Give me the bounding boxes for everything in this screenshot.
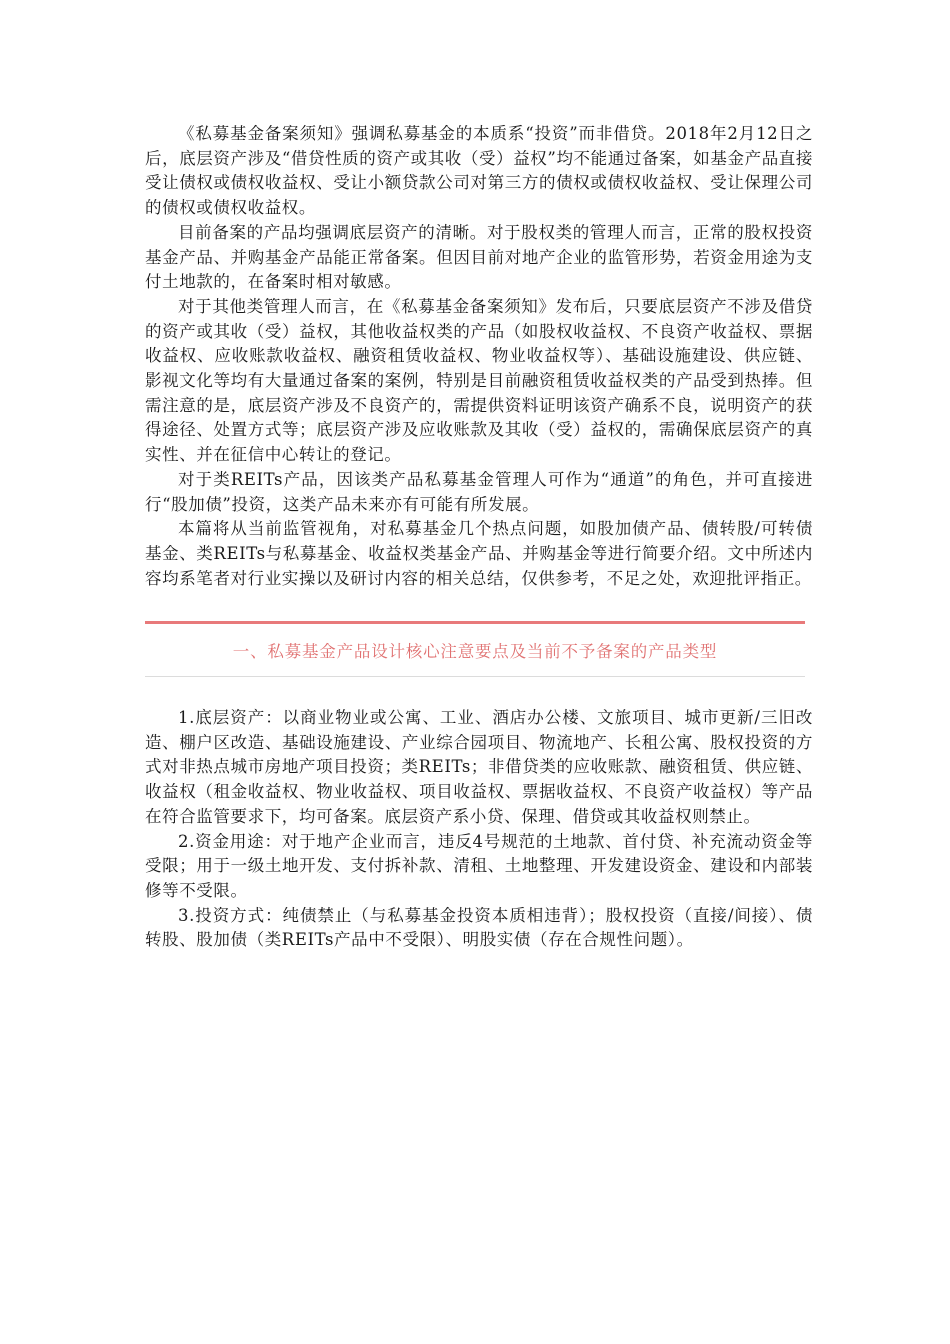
intro-paragraph-2: 目前备案的产品均强调底层资产的清晰。对于股权类的管理人而言，正常的股权投资基金产品、并购基金产品能正常备案。但因目前对地产企业的监管形势，若资金用途为支付土地款的，在备案时相对敏感。 [145, 222, 813, 292]
section-body [145, 706, 813, 953]
section-divider [145, 621, 805, 624]
intro-paragraph-3: 对于其他类管理人而言，在《私募基金备案须知》发布后，只要底层资产不涉及借贷的资产或其收（受）益权，其他收益权类的产品（如股权收益权、不良资产收益权、票据收益权、应收账款收益权、融资租赁收益权、物业收益权等）、基础设施建设、供应链、影视文化等均有大量通过备案的案例，特别是目前融资租赁收益权类的产品受到热捧。但需注意的是，底层资产涉及不良资产的，需提供资料证明该资产确系不良，说明资产的获得途径、处置方式等；底层资产涉及应收账款及其收（受）益权的，需确保底层资产的真实性、并在征信中心转让的登记。 [145, 296, 813, 465]
section-item-3: 3.投资方式：纯债禁止（与私募基金投资本质相违背）；股权投资（直接/间接）、债转股、股加债（类REITs产品中不受限）、明股实债（存在合规性问题）。 [145, 905, 813, 950]
section-heading: 一、私募基金产品设计核心注意要点及当前不予备案的产品类型 [232, 642, 718, 661]
intro-section [145, 122, 813, 591]
section-item-2: 2.资金用途：对于地产企业而言，违反4号规范的土地款、首付贷、补充流动资金等受限；用于一级土地开发、支付拆补款、清租、土地整理、开发建设资金、建设和内部装修等不受限。 [145, 831, 813, 900]
intro-paragraph-4: 对于类REITs产品，因该类产品私募基金管理人可作为“通道”的角色，并可直接进行“股加债”投资，这类产品未来亦有可能有所发展。 [145, 469, 813, 514]
section-item-1: 1.底层资产：以商业物业或公寓、工业、酒店办公楼、文旅项目、城市更新/三旧改造、棚户区改造、基础设施建设、产业综合园项目、物流地产、长租公寓、股权投资的方式对非热点城市房地产项目投资；类REITs；非借贷类的应收账款、融资租赁、供应链、收益权（租金收益权、物业收益权、项目收益权、票据收益权、不良资产收益权）等产品在符合监管要求下，均可备案。底层资产系小贷、保理、借贷或其收益权则禁止。 [145, 708, 813, 826]
section-heading-underline [145, 676, 805, 677]
intro-paragraph-5: 本篇将从当前监管视角，对私募基金几个热点问题，如股加债产品、债转股/可转债基金、类REITs与私募基金、收益权类基金产品、并购基金等进行简要介绍。文中所述内容均系笔者对行业实操以及研讨内容的相关总结，仅供参考，不足之处，欢迎批评指正。 [145, 519, 813, 588]
intro-paragraph-1: 《私募基金备案须知》强调私募基金的本质系“投资”而非借贷。2018年2月12日之后，底层资产涉及“借贷性质的资产或其收（受）益权”均不能通过备案，如基金产品直接受让债权或债权收益权、受让小额贷款公司对第三方的债权或债权收益权、受让保理公司的债权或债权收益权。 [145, 124, 813, 218]
